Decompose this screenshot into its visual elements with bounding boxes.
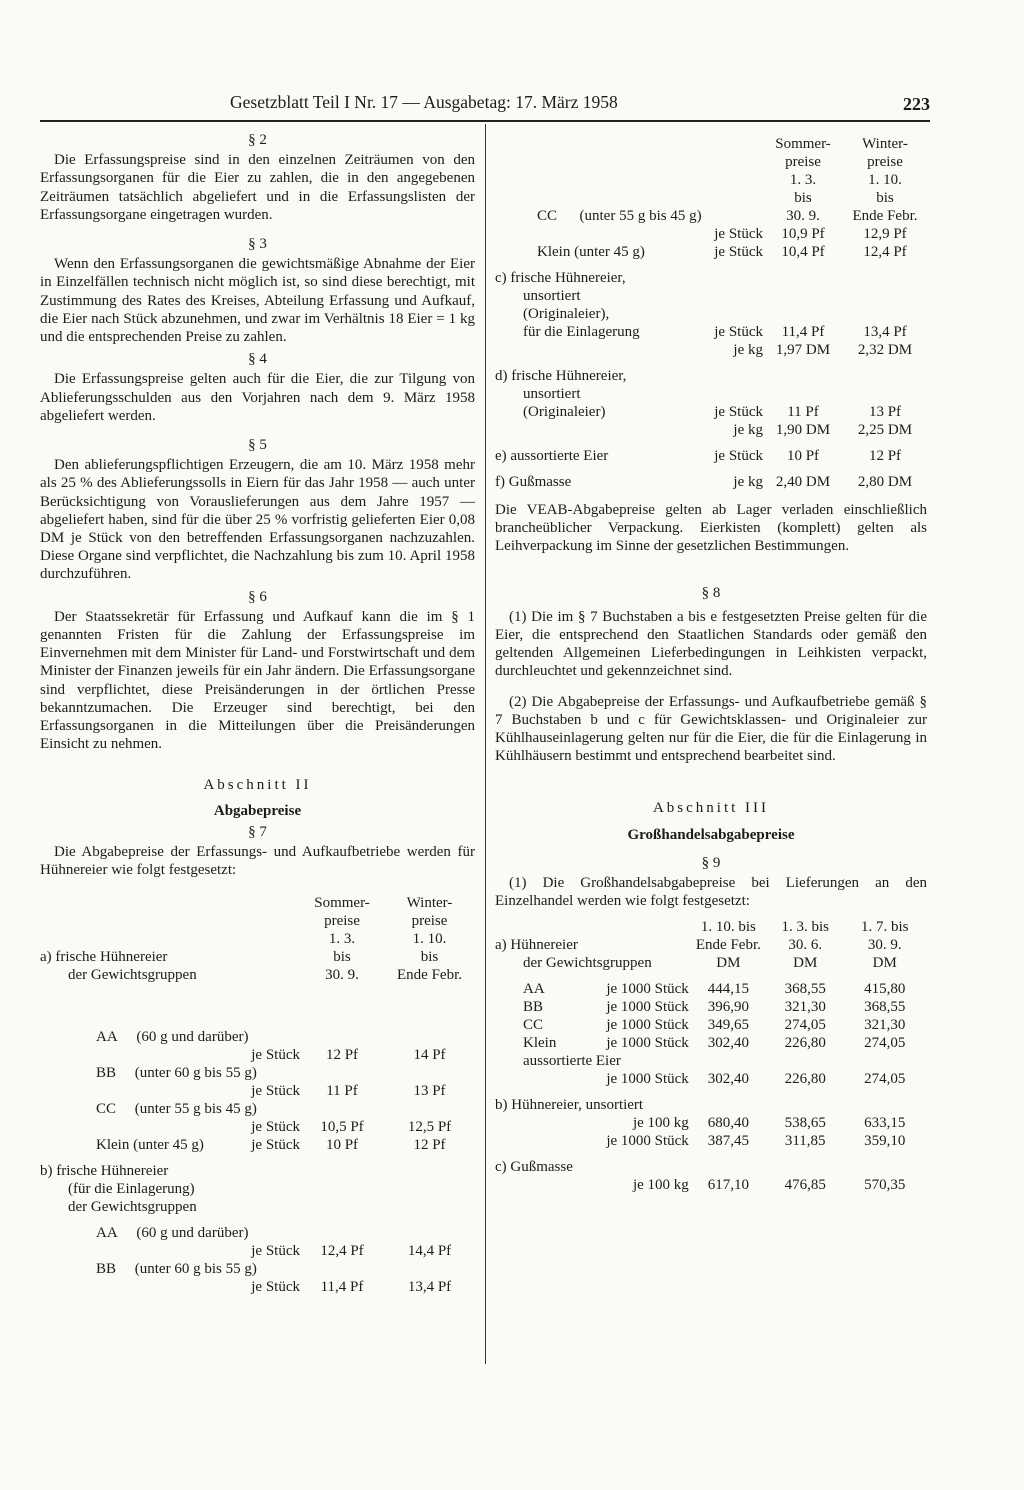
text-cell: 321,30 [864, 1017, 906, 1034]
table-row [495, 421, 927, 439]
table-row [495, 207, 927, 225]
table-row [495, 261, 927, 323]
text-cell: 13,4 Pf [863, 324, 907, 340]
text-cell: 476,85 [784, 1177, 826, 1194]
table-row [495, 465, 927, 491]
text-cell: je 1000 Stück [606, 1035, 689, 1052]
text-cell: BB [523, 999, 544, 1016]
veab-text: Die VEAB-Abgabepreise gelten ab Lager verladen einschließlich brancheüblicher Verpackung. Eierkisten (komplett) gelten als Leihverpackung im Sinne der gesetzlichen Bestimmungen. [495, 502, 927, 555]
table-row [40, 1216, 475, 1242]
text-cell: AA [96, 1224, 118, 1241]
column-divider [485, 124, 486, 1364]
text-cell: 570,35 [864, 1177, 906, 1194]
text-cell: je 1000 Stück [606, 981, 689, 998]
section-heading: § 8 [701, 584, 721, 601]
table-row [495, 1088, 927, 1114]
text-cell: c) Gußmasse [495, 1159, 573, 1176]
text-cell: bis [333, 948, 351, 965]
text-cell: Ende Febr. [695, 937, 761, 954]
text-cell: (unter 55 g bis 45 g) [134, 1100, 257, 1117]
text-cell: der Gewichtsgruppen [523, 955, 652, 972]
section-text: (1) Die Großhandelsabgabepreise bei Lieferungen an den Einzelhandel werden wie folgt festgesetzt: [495, 875, 927, 910]
text-cell: 1. 10. [868, 172, 902, 188]
text-cell: preise [324, 912, 360, 929]
table-row [40, 1082, 475, 1100]
table-row [495, 403, 927, 421]
text-cell: 444,15 [707, 981, 749, 998]
left-column [40, 128, 475, 1296]
text-cell: 2,25 DM [857, 422, 913, 438]
text-cell: je Stück [251, 1136, 300, 1153]
text-cell: Ende Febr. [397, 966, 462, 983]
header-title: Gesetzblatt Teil I Nr. 17 — Ausgabetag: 17. März 1958 [230, 92, 618, 112]
text-cell: 14 Pf [413, 1046, 446, 1063]
text-cell: 12,5 Pf [407, 1118, 452, 1135]
section-text: Wenn den Erfassungsorganen die gewichtsmäßige Abnahme der Eier in Einzelfällen technisch nicht möglich ist, so sind diese berechtigt, mit Zustimmung des Rates des Kreises, Abteilung Erfassung und Aufkauf, die Eier nach Stück abzunehmen, und zwar im Verhältnis 18 Eier = 1 kg und die entsprechenden Preise zu zahlen. [40, 256, 475, 346]
text-cell: (für die Einlagerung) [68, 1180, 195, 1197]
text-cell: 30. 9. [325, 966, 359, 983]
table-row [40, 1020, 475, 1046]
text-cell: je 1000 Stück [606, 1017, 689, 1034]
abgabepreise-heading: Abgabepreise [213, 802, 302, 819]
text-cell: DM [872, 955, 897, 972]
text-cell: 1,90 DM [775, 422, 831, 438]
text-cell: 30. 6. [788, 937, 823, 954]
text-cell: AA [523, 981, 545, 998]
text-cell: 13 Pf [868, 404, 902, 420]
text-cell: 396,90 [707, 999, 749, 1016]
text-cell: je Stück [714, 448, 763, 464]
table-row [495, 1176, 927, 1194]
text-cell: d) frische Hühnereier, [495, 368, 627, 384]
text-cell: preise [867, 154, 903, 170]
text-cell: je Stück [714, 324, 763, 340]
section-text: Den ablieferungspflichtigen Erzeugern, die am 10. März 1958 mehr als 25 % des Ablieferungssolls in Eiern für das Jahr 1958 — auch unter Berücksichtigung von Vorauslieferungen aus dem Jahre 1957 — abgeliefert haben, sind für die über 25 % vorfristig gelieferten Eier 0,08 DM je Stück von den betreffenden Erfassungsorganen nachzuzahlen. Diese Organe sind verpflichtet, die Nachzahlung bis zum 10. April 1958 durchzuführen. [40, 457, 475, 583]
text-cell: 11 Pf [326, 1082, 358, 1099]
table-row [495, 1016, 927, 1034]
text-cell: 1. 7. bis [860, 919, 909, 936]
text-cell: (60 g und darüber) [136, 1224, 249, 1241]
text-cell: bis [794, 190, 812, 206]
text-cell: je kg [733, 342, 763, 358]
text-cell: 2,40 DM [775, 474, 831, 490]
text-cell: e) aussortierte Eier [495, 448, 609, 464]
text-cell: (Originaleier) [523, 404, 606, 420]
text-cell: je 100 kg [632, 1115, 689, 1132]
text-cell: unsortiert [523, 386, 581, 402]
section-heading: § 7 [248, 823, 267, 840]
text-cell: 415,80 [864, 981, 906, 998]
table-row [40, 1260, 475, 1278]
text-cell: b) frische Hühnereier [40, 1162, 169, 1179]
text-cell: 1. 3. bis [781, 919, 829, 936]
text-cell: der Gewichtsgruppen [68, 966, 197, 983]
table-row [495, 1034, 927, 1052]
section-heading: § 5 [248, 437, 267, 454]
text-cell: 368,55 [864, 999, 906, 1016]
section-text: (2) Die Abgabepreise der Erfassungs- und Aufkaufbetriebe gemäß § 7 Buchstaben b und c für Gewichtsklassen- und Originaleier zur Kühlhauseinlagerung gelten nur für die Eier, die für die Einlagerung in Kühlhäusern bestimmt und entsprechend bearbeitet sind. [495, 693, 927, 765]
text-cell: 2,32 DM [857, 342, 913, 358]
text-cell: je Stück [714, 244, 763, 260]
text-cell: je Stück [251, 1046, 300, 1063]
text-cell: (unter 55 g bis 45 g) [579, 208, 702, 224]
text-cell: je Stück [251, 1278, 300, 1295]
text-cell: 226,80 [784, 1071, 826, 1088]
text-cell: 633,15 [864, 1115, 906, 1132]
text-cell: 12 Pf [325, 1046, 359, 1063]
text-cell: Sommer- [314, 894, 370, 911]
text-cell: 12 Pf [413, 1136, 446, 1153]
table-row [40, 1064, 475, 1082]
abschnitt-heading: Abschnitt II [203, 776, 312, 793]
text-cell: 274,05 [864, 1071, 906, 1088]
text-cell: 10 Pf [325, 1136, 359, 1153]
text-cell: je 1000 Stück [606, 999, 689, 1016]
text-cell: 302,40 [707, 1071, 749, 1088]
text-cell: 1. 10. [412, 930, 447, 947]
text-cell: 1. 3. [328, 930, 356, 947]
text-cell: bis [420, 948, 439, 965]
text-cell: je Stück [251, 1118, 300, 1135]
text-cell: DM [716, 955, 741, 972]
section-heading: § 3 [248, 236, 267, 253]
text-cell: je Stück [714, 226, 763, 242]
table-row [40, 1118, 475, 1136]
text-cell: CC [96, 1100, 117, 1117]
table-row [495, 439, 927, 465]
text-cell: 11,4 Pf [781, 324, 825, 340]
text-cell: Ende Febr. [852, 208, 918, 224]
table-header-col1 [689, 918, 768, 972]
text-cell: Sommer- [775, 136, 831, 152]
table-row [40, 1136, 475, 1154]
table-header-sommer [763, 135, 843, 207]
table-row [495, 341, 927, 359]
text-cell: 12,4 Pf [863, 244, 907, 260]
text-cell: f) Gußmasse [495, 474, 572, 490]
text-cell: je kg [733, 474, 763, 490]
text-cell: (60 g und darüber) [136, 1028, 249, 1045]
text-cell: 30. 9. [867, 937, 902, 954]
section-heading: § 6 [248, 588, 267, 605]
text-cell: 302,40 [707, 1035, 749, 1052]
text-cell: BB [96, 1064, 117, 1081]
table-row [495, 323, 927, 341]
text-cell: 11,4 Pf [320, 1278, 364, 1295]
text-cell: CC [537, 208, 558, 224]
text-cell: 311,85 [784, 1133, 826, 1150]
section-text: (1) Die im § 7 Buchstaben a bis e festgesetzten Preise gelten für die Eier, die entsprechend den Staatlichen Standards oder gemäß den geltenden Allgemeinen Lieferbedingungen in Leihkisten verpackt, durchleuchtet und gekennzeichnet sind. [495, 608, 927, 680]
text-cell: je 100 kg [632, 1177, 689, 1194]
table-row [495, 243, 927, 261]
table-row [495, 1132, 927, 1150]
table-row [40, 1278, 475, 1296]
price-table-7-continued [495, 135, 927, 491]
text-cell: 14,4 Pf [407, 1242, 452, 1259]
text-cell: je 1000 Stück [606, 1071, 689, 1088]
text-cell: 387,45 [707, 1133, 749, 1150]
text-cell: Klein (unter 45 g) [96, 1136, 204, 1153]
text-cell: 11 Pf [787, 404, 819, 420]
text-cell: Winter- [862, 136, 908, 152]
text-cell: 13 Pf [413, 1082, 446, 1099]
text-cell: 321,30 [784, 999, 826, 1016]
section-text: Die Abgabepreise der Erfassungs- und Aufkaufbetriebe werden für Hühnereier wie folgt festgesetzt: [40, 844, 475, 879]
table-row [495, 998, 927, 1016]
section-text: Die Erfassungspreise gelten auch für die Eier, die zur Tilgung von Ablieferungsschulden aus den Vorjahren nach dem 9. März 1958 abgeliefert werden. [40, 371, 475, 424]
text-cell: 12,4 Pf [320, 1242, 364, 1259]
text-cell: 12,9 Pf [863, 226, 907, 242]
text-cell: (unter 60 g bis 55 g) [134, 1260, 257, 1277]
text-cell: Winter- [406, 894, 453, 911]
text-cell: 1. 3. [789, 172, 817, 188]
table-header-winter [843, 135, 927, 207]
text-cell: 10,5 Pf [320, 1118, 364, 1135]
page-header [40, 86, 930, 122]
price-table-9 [495, 918, 927, 1194]
text-cell: je Stück [714, 404, 763, 420]
text-cell: je kg [733, 422, 763, 438]
text-cell: a) Hühnereier [495, 937, 578, 954]
text-cell: für die Einlagerung [523, 324, 640, 340]
text-cell: a) frische Hühnereier [40, 948, 168, 965]
text-cell: der Gewichtsgruppen [68, 1198, 197, 1215]
table-row [495, 225, 927, 243]
text-cell: (Originaleier), [523, 306, 610, 322]
text-cell: DM [793, 955, 818, 972]
text-cell: 274,05 [864, 1035, 906, 1052]
text-cell: CC [523, 1017, 544, 1034]
text-cell: 10,9 Pf [781, 226, 825, 242]
table-row [495, 972, 927, 998]
text-cell: Klein (unter 45 g) [537, 244, 645, 260]
table-row [495, 1150, 927, 1176]
section-text: Der Staatssekretär für Erfassung und Aufkauf kann die im § 1 genannten Fristen für die Zahlung der Erfassungspreise im Einvernehmen mit dem Minister für Land- und Forstwirtschaft und dem Minister der Finanzen jeweils für ein Jahr ändern. Die Erfassungsorgane sind verpflichtet, diese Preisänderungen in der örtlichen Presse bekanntzumachen. Die Erzeuger sind berechtigt, bei den Erfassungsorganen in die Mitteilungen über die Preisänderungen Einsicht zu nehmen. [40, 608, 475, 753]
group-label-row [40, 1154, 475, 1216]
price-table-7 [40, 894, 475, 1296]
table-row [495, 1052, 927, 1070]
text-cell: 617,10 [707, 1177, 749, 1194]
text-cell: 1. 10. bis [700, 919, 756, 936]
section-heading: § 2 [248, 132, 267, 148]
text-cell: bis [876, 190, 894, 206]
text-cell: AA [96, 1028, 118, 1045]
text-cell: aussortierte Eier [523, 1053, 621, 1070]
text-cell: b) Hühnereier, unsortiert [495, 1097, 644, 1114]
text-cell: je Stück [251, 1242, 300, 1259]
text-cell: 680,40 [707, 1115, 749, 1132]
text-cell: unsortiert [523, 288, 581, 304]
table-row [40, 1046, 475, 1064]
text-cell: 13,4 Pf [407, 1278, 452, 1295]
text-cell: 368,55 [784, 981, 826, 998]
section-heading: § 4 [248, 351, 267, 368]
section-heading: § 9 [701, 854, 721, 871]
abschnitt-heading: Abschnitt III [652, 800, 770, 817]
text-cell: 1,97 DM [775, 342, 831, 358]
table-row [40, 1100, 475, 1118]
text-cell: BB [96, 1260, 117, 1277]
group-label-row [40, 984, 475, 1020]
text-cell: 10 Pf [786, 448, 820, 464]
section-text: Die Erfassungspreise sind in den einzelnen Zeiträumen von den Erfassungsorganen für die Eier zu zahlen, die in den angegebenen Zeiträumen tatsächlich abgeliefert und in die Erfassungslisten der Erfassungsorgane eingetragen wurden. [40, 152, 475, 223]
text-cell: Klein [523, 1035, 557, 1052]
text-cell: 2,80 DM [857, 474, 913, 490]
table-row [495, 1114, 927, 1132]
table-header-col3 [842, 918, 927, 972]
text-cell: preise [785, 154, 821, 170]
page-number: 223 [903, 94, 930, 114]
text-cell: 274,05 [784, 1017, 826, 1034]
text-cell: c) frische Hühnereier, [495, 270, 626, 286]
text-cell: 226,80 [784, 1035, 826, 1052]
grosshandel-heading: Großhandelsabgabepreise [627, 826, 795, 843]
text-cell: 30. 9. [786, 208, 820, 224]
text-cell: 349,65 [707, 1017, 749, 1034]
text-cell: 12 Pf [868, 448, 902, 464]
right-column [495, 135, 927, 1194]
text-cell: je Stück [251, 1082, 300, 1099]
text-cell: (unter 60 g bis 55 g) [134, 1064, 257, 1081]
text-cell: je 1000 Stück [606, 1133, 689, 1150]
text-cell: preise [411, 912, 448, 929]
text-cell: 10,4 Pf [781, 244, 825, 260]
table-header-col2 [768, 918, 843, 972]
table-row [40, 1242, 475, 1260]
text-cell: 538,65 [784, 1115, 826, 1132]
text-cell: 359,10 [864, 1133, 906, 1150]
table-row [495, 1070, 927, 1088]
table-row [495, 359, 927, 403]
